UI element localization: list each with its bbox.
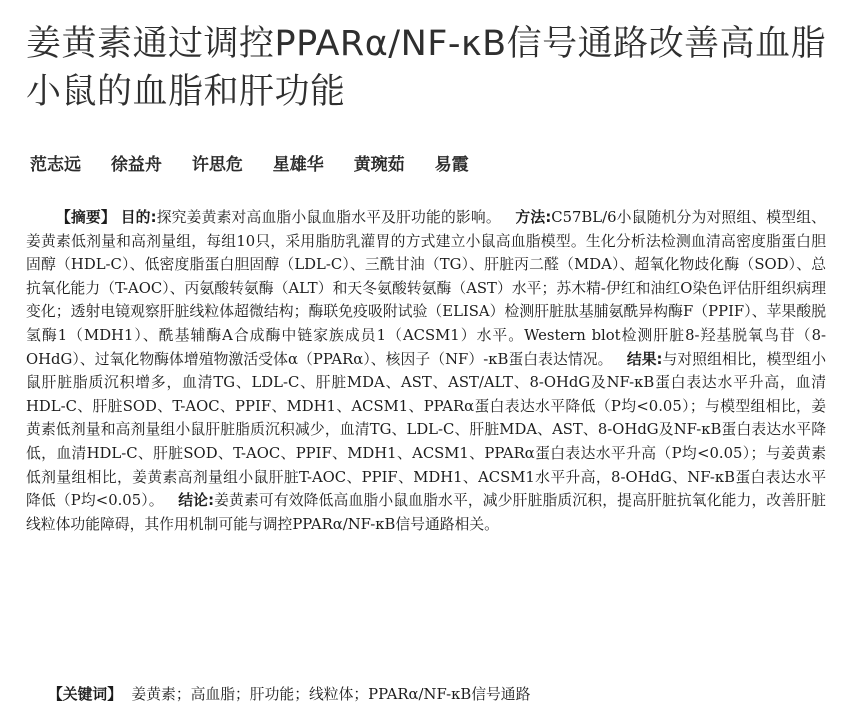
conclusion-text: 姜黄素可有效降低高血脂小鼠血脂水平，减少肝脏脂质沉积，提高肝脏抗氧化能力，改善肝脏线粒体功能障碍，其作用机制可能与调控PPARα/NF-κB信号通路相关。 bbox=[26, 492, 826, 533]
author-name: 许思危 bbox=[191, 155, 243, 175]
objective-label: 目的: bbox=[120, 209, 157, 226]
abstract bbox=[26, 206, 826, 536]
results-text: 与对照组相比，模型组小鼠肝脏脂质沉积增多，血清TG、LDL-C、肝脏MDA、AST、AST/ALT、8-OHdG及NF-κB蛋白表达水平升高，血清HDL-C、肝脏SOD、T-AOC、PPIF、MDH1、ACSM1、PPARα蛋白表达水平降低（P均<0.05）；与模型组相比，姜黄素低剂量和高剂量组小鼠肝脏脂质沉积减少，血清TG、LDL-C、肝脏MDA、AST、8-OHdG及NF-κB蛋白表达水平降低，血清HDL-C、肝脏SOD、T-AOC、PPIF、MDH1、ACSM1、PPARα蛋白表达水平升高（P均<0.05）；与姜黄素低剂量组相比，姜黄素高剂量组小鼠肝脏T-AOC、PPIF、MDH1、ACSM1水平升高，8-OHdG、NF-κB蛋白表达水平降低（P均<0.05）。 bbox=[26, 350, 826, 510]
abstract-label: 【摘要】 bbox=[56, 209, 116, 226]
keywords bbox=[48, 684, 530, 706]
author-list bbox=[30, 150, 493, 175]
methods-label: 方法: bbox=[515, 209, 552, 226]
results-label: 结果: bbox=[626, 350, 663, 368]
author-name: 星雄华 bbox=[272, 155, 324, 175]
objective-text: 探究姜黄素对高血脂小鼠血脂水平及肝功能的影响。 bbox=[156, 209, 501, 226]
conclusion-label: 结论: bbox=[178, 492, 214, 510]
methods-text: C57BL/6小鼠随机分为对照组、模型组、姜黄素低剂量和高剂量组，每组10只，采用脂肪乳灌胃的方式建立小鼠高血脂模型。生化分析法检测血清高密度脂蛋白胆固醇（HDL-C）、低密度脂蛋白胆固醇（LDL-C）、三酰甘油（TG）、肝脏丙二醛（MDA）、超氧化物歧化酶（SOD）、总抗氧化能力（T-AOC）、丙氨酸转氨酶（ALT）和天冬氨酸转氨酶（AST）水平；苏木精-伊红和油红O染色评估肝组织病理变化；透射电镜观察肝脏线粒体超微结构；酶联免疫吸附试验（ELISA）检测肝脏肽基脯氨酰异构酶F（PPIF）、苹果酸脱氢酶1（MDH1）、酰基辅酶A合成酶中链家族成员1（ACSM1）水平。Western blot检测肝脏8-羟基脱氧鸟苷（8-OHdG）、过氧化物酶体增殖物激活受体α（PPARα）、核因子（NF）-κB蛋白表达情况。 bbox=[26, 209, 826, 368]
author-name: 范志远 bbox=[30, 155, 81, 175]
keywords-text: 姜黄素；高血脂；肝功能；线粒体；PPARα/NF-κB信号通路 bbox=[131, 686, 531, 703]
author-name: 徐益舟 bbox=[110, 155, 162, 175]
keywords-label: 【关键词】 bbox=[48, 686, 122, 703]
article-title: 姜黄素通过调控PPARα/NF-κB信号通路改善高血脂小鼠的血脂和肝功能 bbox=[26, 24, 827, 112]
author-name: 黄琬茹 bbox=[353, 155, 405, 175]
author-name: 易霞 bbox=[434, 155, 469, 175]
